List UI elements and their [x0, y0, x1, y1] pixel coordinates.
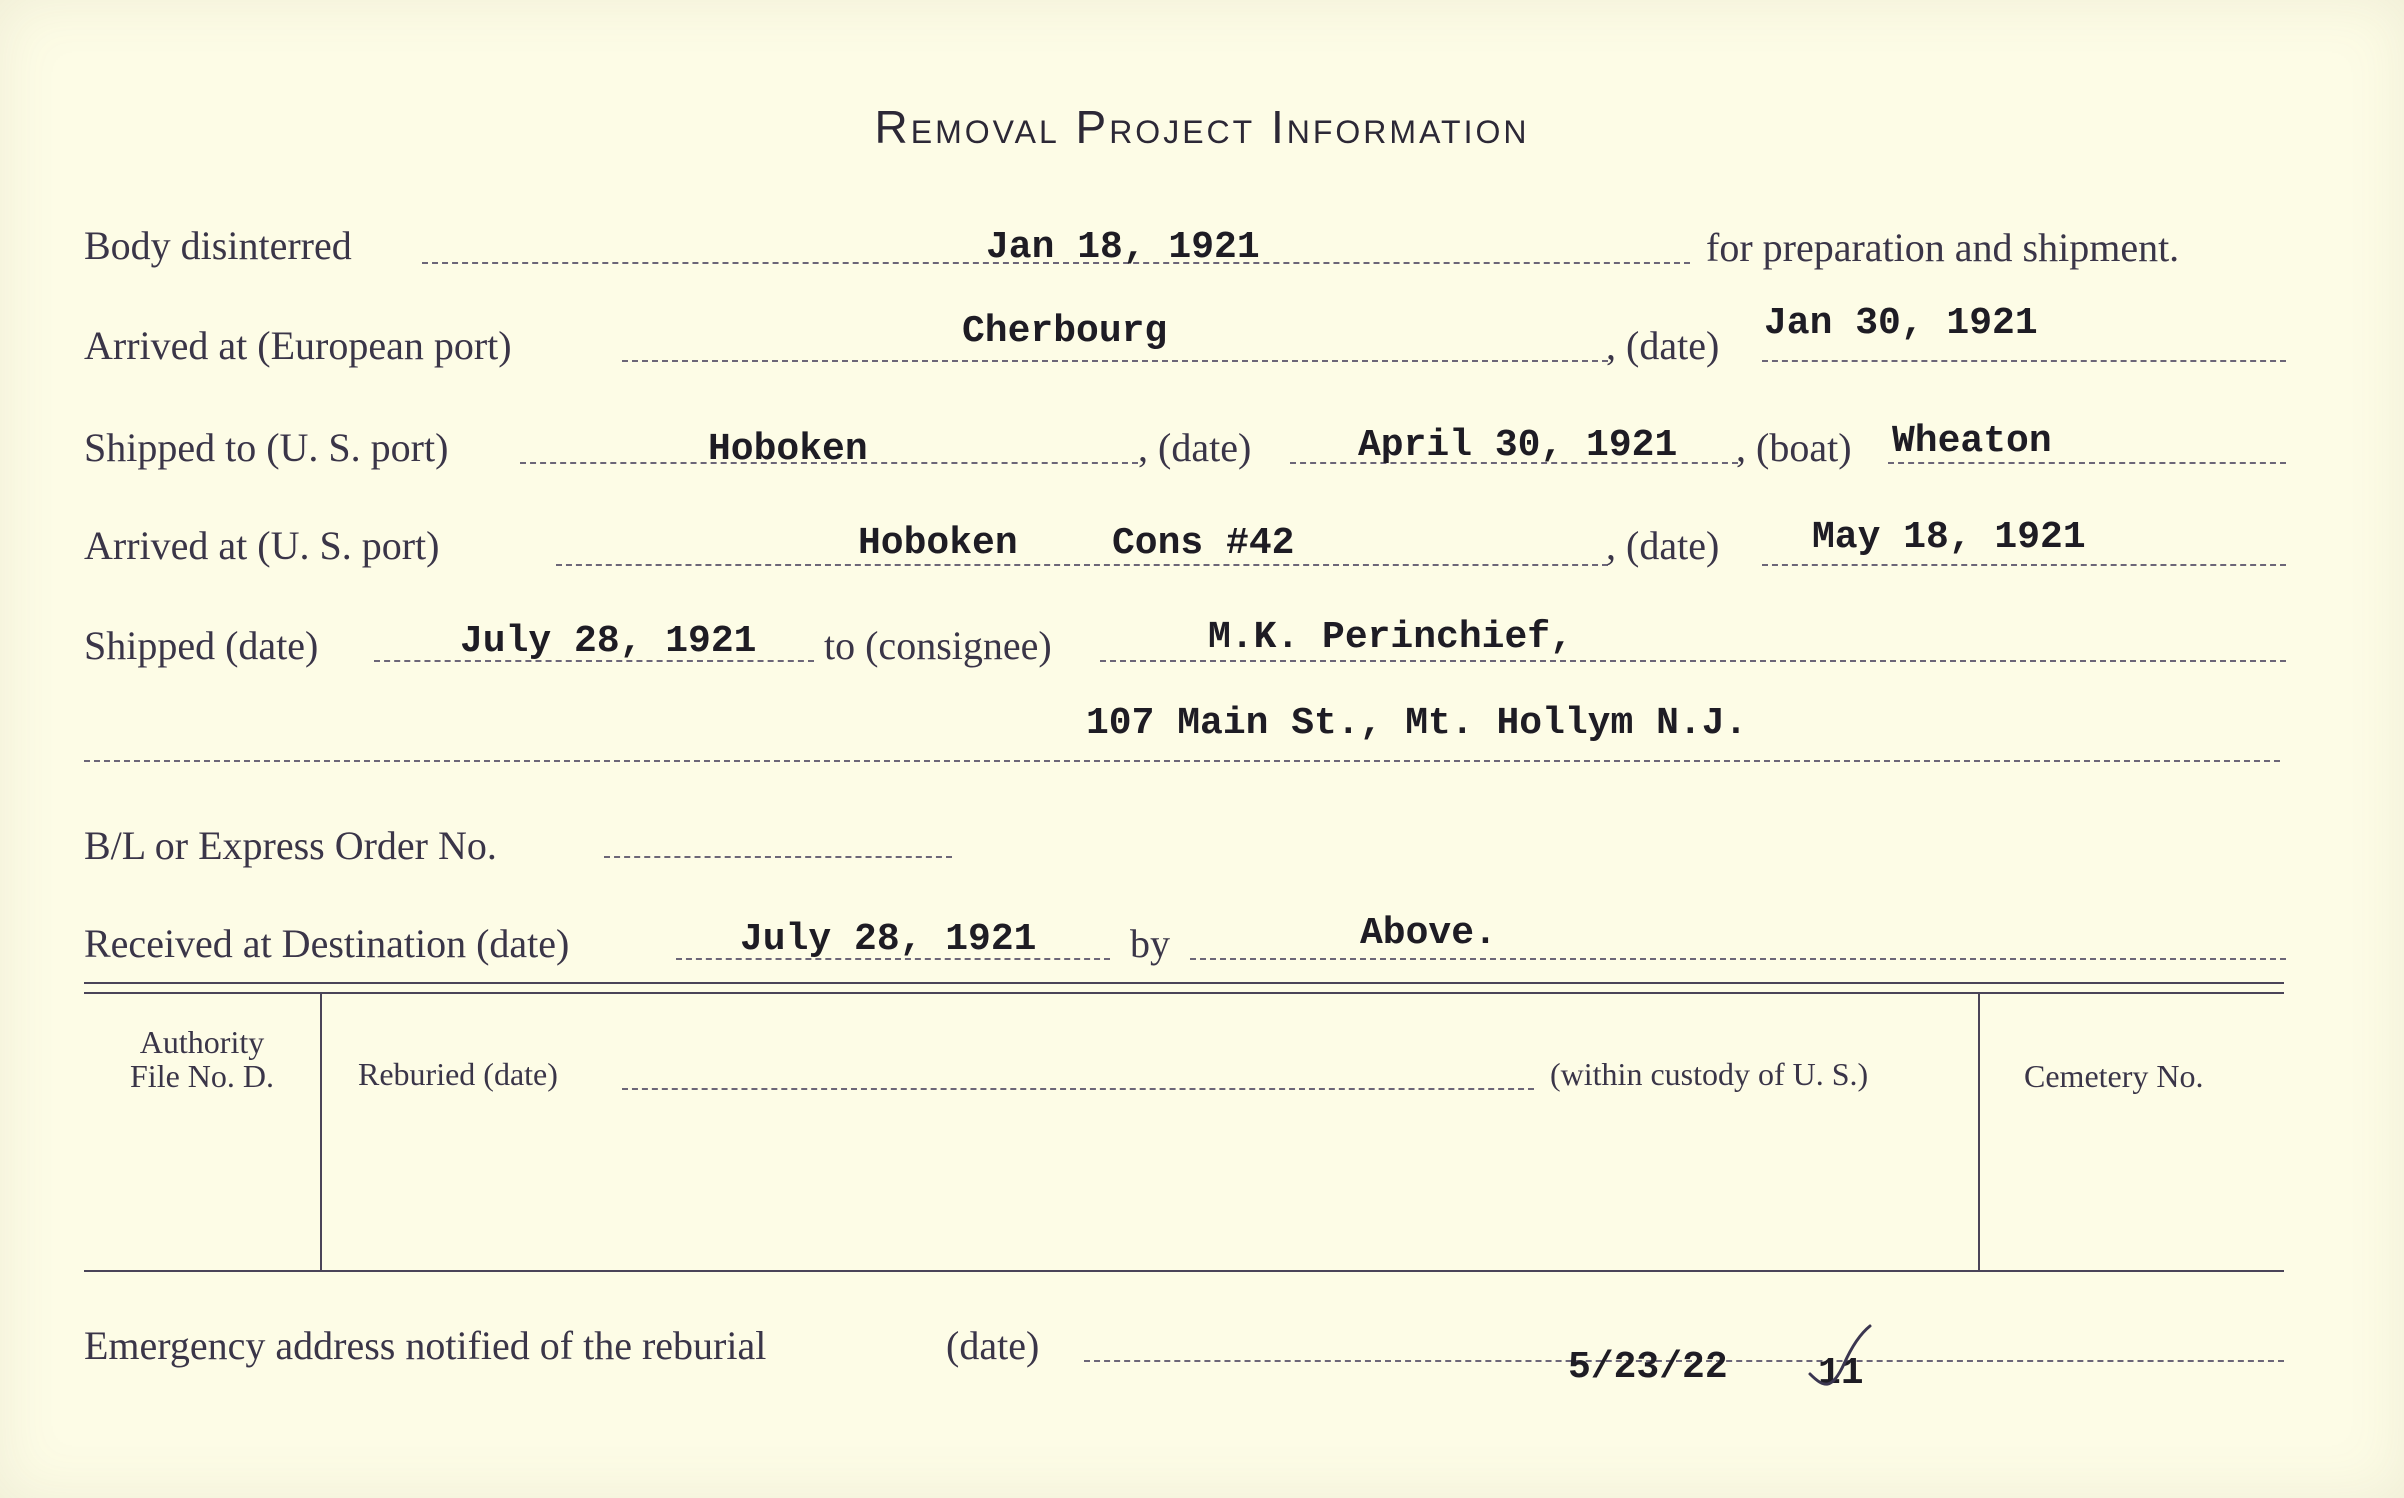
cemetery-label: Cemetery No.: [2024, 1058, 2204, 1094]
shipped-date: July 28, 1921: [460, 620, 757, 663]
emergency-initials: 11: [1818, 1352, 1864, 1395]
check-mark-icon: [1800, 1318, 1880, 1398]
authority-label-2: File No. D.: [130, 1058, 274, 1094]
consignee-label: to (consignee): [824, 623, 1052, 668]
shipped-date-label: Shipped (date): [84, 623, 319, 668]
shipped-us-port: Hoboken: [708, 428, 868, 471]
received-date: July 28, 1921: [740, 918, 1037, 961]
arrived-european-label: Arrived at (European port): [84, 323, 512, 368]
body-disinterred-value: Jan 18, 1921: [986, 226, 1260, 269]
received-by-line: [1190, 958, 2286, 960]
shipped-us-date: April 30, 1921: [1358, 424, 1678, 467]
reburied-label: Reburied (date): [358, 1056, 558, 1092]
table-top-rule-2: [84, 992, 2284, 994]
arrived-european-date: Jan 30, 1921: [1764, 302, 2038, 345]
emergency-date-value: 5/23/22: [1568, 1346, 1728, 1389]
arrived-us-date-line: [1762, 564, 2286, 566]
consignee-line: [1100, 660, 2286, 662]
shipped-us-date-label: , (date): [1138, 425, 1252, 470]
shipped-us-label: Shipped to (U. S. port): [84, 425, 449, 470]
table-divider-right: [1978, 994, 1980, 1270]
arrived-us-cons: Cons #42: [1112, 522, 1295, 565]
arrived-european-port-line: [622, 360, 1608, 362]
arrived-european-date-line: [1762, 360, 2286, 362]
consignee-name: M.K. Perinchief,: [1208, 616, 1573, 659]
shipped-us-boat: Wheaton: [1892, 420, 2052, 463]
received-label: Received at Destination (date): [84, 921, 570, 966]
body-disinterred-suffix: for preparation and shipment.: [1706, 225, 2180, 270]
arrived-us-port-line: [556, 564, 1608, 566]
bl-label: B/L or Express Order No.: [84, 823, 497, 868]
emergency-label: Emergency address notified of the reburial: [84, 1323, 767, 1368]
custody-label: (within custody of U. S.): [1550, 1056, 1869, 1092]
emergency-date-label: (date): [946, 1323, 1040, 1368]
arrived-european-port: Cherbourg: [962, 310, 1168, 353]
received-by: Above.: [1360, 912, 1497, 955]
arrived-us-port: Hoboken: [858, 522, 1018, 565]
table-bottom-rule: [84, 1270, 2284, 1272]
arrived-us-date: May 18, 1921: [1812, 516, 2086, 559]
consignee-address: 107 Main St., Mt. Hollym N.J.: [1086, 702, 1748, 745]
form-title: Removal Project Information: [874, 101, 1530, 153]
received-by-label: by: [1130, 921, 1170, 966]
bl-line: [604, 856, 952, 858]
table-top-rule: [84, 982, 2284, 984]
arrived-us-label: Arrived at (U. S. port): [84, 523, 440, 568]
arrived-us-date-label: , (date): [1606, 523, 1720, 568]
authority-label-1: Authority: [139, 1024, 265, 1060]
address-line: [84, 760, 2280, 762]
shipped-us-boat-label: , (boat): [1736, 425, 1852, 470]
body-disinterred-label: Body disinterred: [84, 223, 352, 268]
arrived-european-date-label: , (date): [1606, 323, 1720, 368]
table-divider-left: [320, 994, 322, 1270]
reburied-line: [622, 1088, 1534, 1090]
